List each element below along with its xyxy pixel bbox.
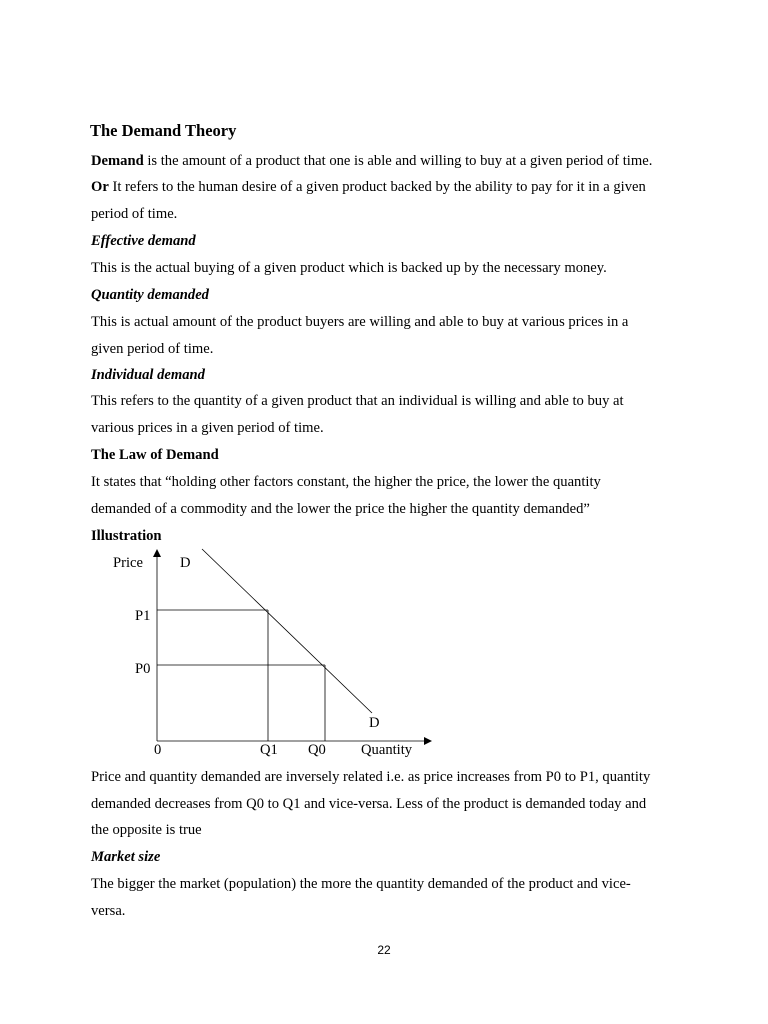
page-number: 22 [377,943,391,957]
q1-label: Q1 [260,742,278,758]
price-axis-label: Price [113,555,143,571]
p0-label: P0 [135,661,151,677]
p1-label: P1 [135,608,151,624]
section-title: The Demand Theory [90,121,237,140]
effective-demand-heading: Effective demand [91,233,196,249]
x-axis-arrow [424,737,432,745]
explanation-text-1: Price and quantity demanded are inversely related i.e. as price increases from P0 to P1, quantity [91,769,651,785]
curve-label-top: D [180,555,191,571]
q0-label: Q0 [308,742,326,758]
law-of-demand-text-2: demanded of a commodity and the lower the price the higher the quantity demanded” [91,501,590,517]
explanation-text-3: the opposite is true [91,822,202,838]
market-size-text-1: The bigger the market (population) the more the quantity demanded of the product and vice- [91,876,631,892]
demand-definition-text: is the amount of a product that one is able and willing to buy at a given period of time. [143,153,653,169]
origin-label: 0 [154,742,162,758]
individual-demand-text-2: various prices in a given period of time. [91,420,324,436]
or-label: Or [91,179,109,195]
law-of-demand-heading: The Law of Demand [91,447,219,463]
quantity-demanded-text-1: This is actual amount of the product buyers are willing and able to buy at various prices in a [91,314,629,330]
individual-demand-text-1: This refers to the quantity of a given product that an individual is willing and able to buy at [91,393,624,409]
effective-demand-text: This is the actual buying of a given product which is backed up by the necessary money. [91,260,607,276]
market-size-text-2: versa. [91,903,126,919]
quantity-demanded-text-2: given period of time. [91,341,214,357]
y-axis-arrow [153,549,161,557]
market-size-heading: Market size [91,849,161,865]
demand-definition-line-3: period of time. [91,206,178,222]
quantity-demanded-heading: Quantity demanded [91,287,209,303]
demand-curve [202,549,372,713]
curve-label-bottom: D [369,715,380,731]
demand-term: Demand [91,153,144,169]
quantity-axis-label: Quantity [361,742,413,758]
law-of-demand-text-1: It states that “holding other factors constant, the higher the price, the lower the quantity [91,474,601,490]
explanation-text-2: demanded decreases from Q0 to Q1 and vice-versa. Less of the product is demanded today and [91,796,647,812]
illustration-heading: Illustration [91,528,162,544]
individual-demand-heading: Individual demand [91,367,205,383]
demand-alt-definition-text: It refers to the human desire of a given product backed by the ability to pay for it in a given [108,179,646,195]
